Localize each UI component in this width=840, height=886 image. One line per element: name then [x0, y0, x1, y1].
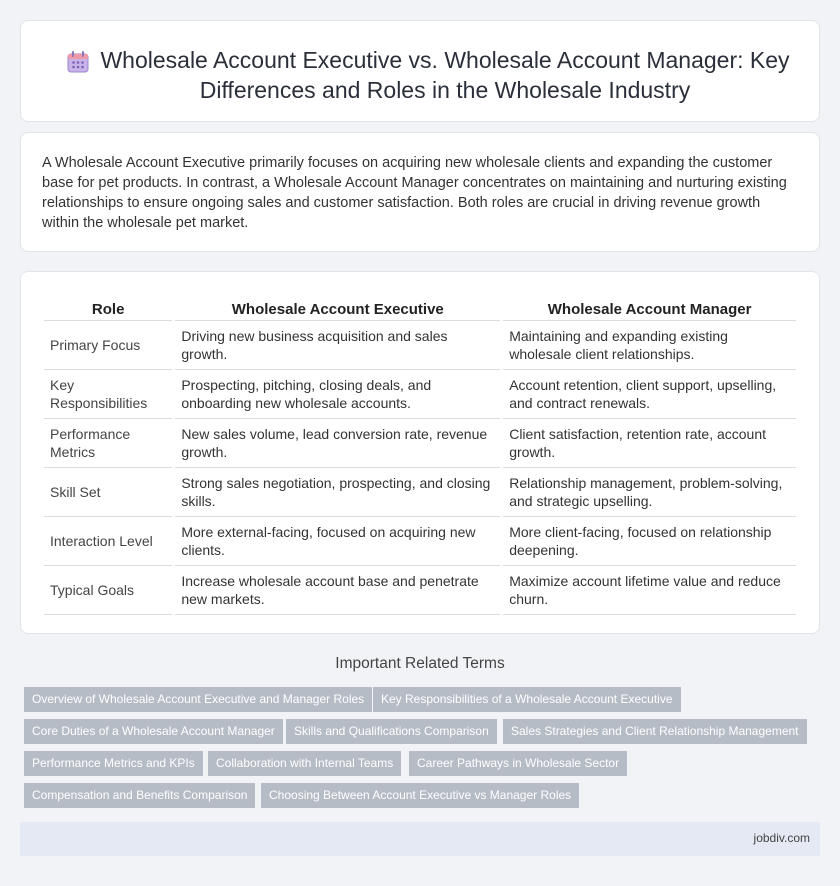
- executive-cell: Strong sales negotiation, prospecting, and closing skills.: [175, 468, 500, 517]
- related-term-tag[interactable]: Career Pathways in Wholesale Sector: [409, 751, 627, 776]
- table-row: [44, 517, 796, 566]
- manager-cell: Maximize account lifetime value and reduce churn.: [503, 566, 796, 615]
- footer-bar: [20, 822, 820, 856]
- table-header-row: [44, 296, 796, 321]
- row-label: Primary Focus: [44, 321, 172, 370]
- row-label: Performance Metrics: [44, 419, 172, 468]
- calendar-icon: [65, 49, 91, 75]
- related-term-tag[interactable]: Choosing Between Account Executive vs Manager Roles: [261, 783, 579, 808]
- intro-card: [20, 132, 820, 252]
- related-term-tag[interactable]: Sales Strategies and Client Relationship Management: [503, 719, 807, 744]
- row-label: Skill Set: [44, 468, 172, 517]
- related-term-tag[interactable]: Performance Metrics and KPIs: [24, 751, 203, 776]
- row-label: Typical Goals: [44, 566, 172, 615]
- table-row: [44, 419, 796, 468]
- executive-cell: Increase wholesale account base and penetrate new markets.: [175, 566, 500, 615]
- row-label: Interaction Level: [44, 517, 172, 566]
- executive-cell: Prospecting, pitching, closing deals, and onboarding new wholesale accounts.: [175, 370, 500, 419]
- manager-cell: Maintaining and expanding existing wholesale client relationships.: [503, 321, 796, 370]
- header-manager: Wholesale Account Manager: [503, 296, 796, 321]
- manager-cell: Relationship management, problem-solving, and strategic upselling.: [503, 468, 796, 517]
- related-term-tag[interactable]: Compensation and Benefits Comparison: [24, 783, 255, 808]
- executive-cell: New sales volume, lead conversion rate, revenue growth.: [175, 419, 500, 468]
- related-term-tag[interactable]: Skills and Qualifications Comparison: [286, 719, 497, 744]
- executive-cell: Driving new business acquisition and sales growth.: [175, 321, 500, 370]
- related-term-tag[interactable]: Collaboration with Internal Teams: [208, 751, 401, 776]
- comparison-table: [41, 296, 799, 615]
- row-label: Key Responsibilities: [44, 370, 172, 419]
- related-term-tag[interactable]: Core Duties of a Wholesale Account Manager: [24, 719, 283, 744]
- table-row: [44, 321, 796, 370]
- intro-paragraph: A Wholesale Account Executive primarily focuses on acquiring new wholesale clients and expanding the customer base for pet products. In contrast, a Wholesale Account Manager concentrates on maintaining and nurturing existing relationships to ensure ongoing sales and customer satisfaction. Both roles are crucial in driving revenue growth within the wholesale pet market.: [42, 155, 787, 231]
- title-wrap: [21, 45, 819, 105]
- related-terms-title: Important Related Terms: [335, 655, 505, 672]
- comparison-card: [20, 271, 820, 634]
- executive-cell: More external-facing, focused on acquiring new clients.: [175, 517, 500, 566]
- table-row: [44, 370, 796, 419]
- title-card: [20, 20, 820, 122]
- manager-cell: Account retention, client support, upselling, and contract renewals.: [503, 370, 796, 419]
- related-term-tag[interactable]: Overview of Wholesale Account Executive and Manager Roles: [24, 687, 372, 712]
- page-title: Wholesale Account Executive vs. Wholesale Account Manager: Key Differences and Roles in the Wholesale Industry: [100, 47, 790, 103]
- manager-cell: More client-facing, focused on relationship deepening.: [503, 517, 796, 566]
- related-term-tag[interactable]: Key Responsibilities of a Wholesale Account Executive: [373, 687, 681, 712]
- header-executive: Wholesale Account Executive: [175, 296, 500, 321]
- table-row: [44, 566, 796, 615]
- manager-cell: Client satisfaction, retention rate, account growth.: [503, 419, 796, 468]
- header-role: Role: [44, 296, 172, 321]
- table-row: [44, 468, 796, 517]
- footer-site-link[interactable]: jobdiv.com: [753, 831, 810, 845]
